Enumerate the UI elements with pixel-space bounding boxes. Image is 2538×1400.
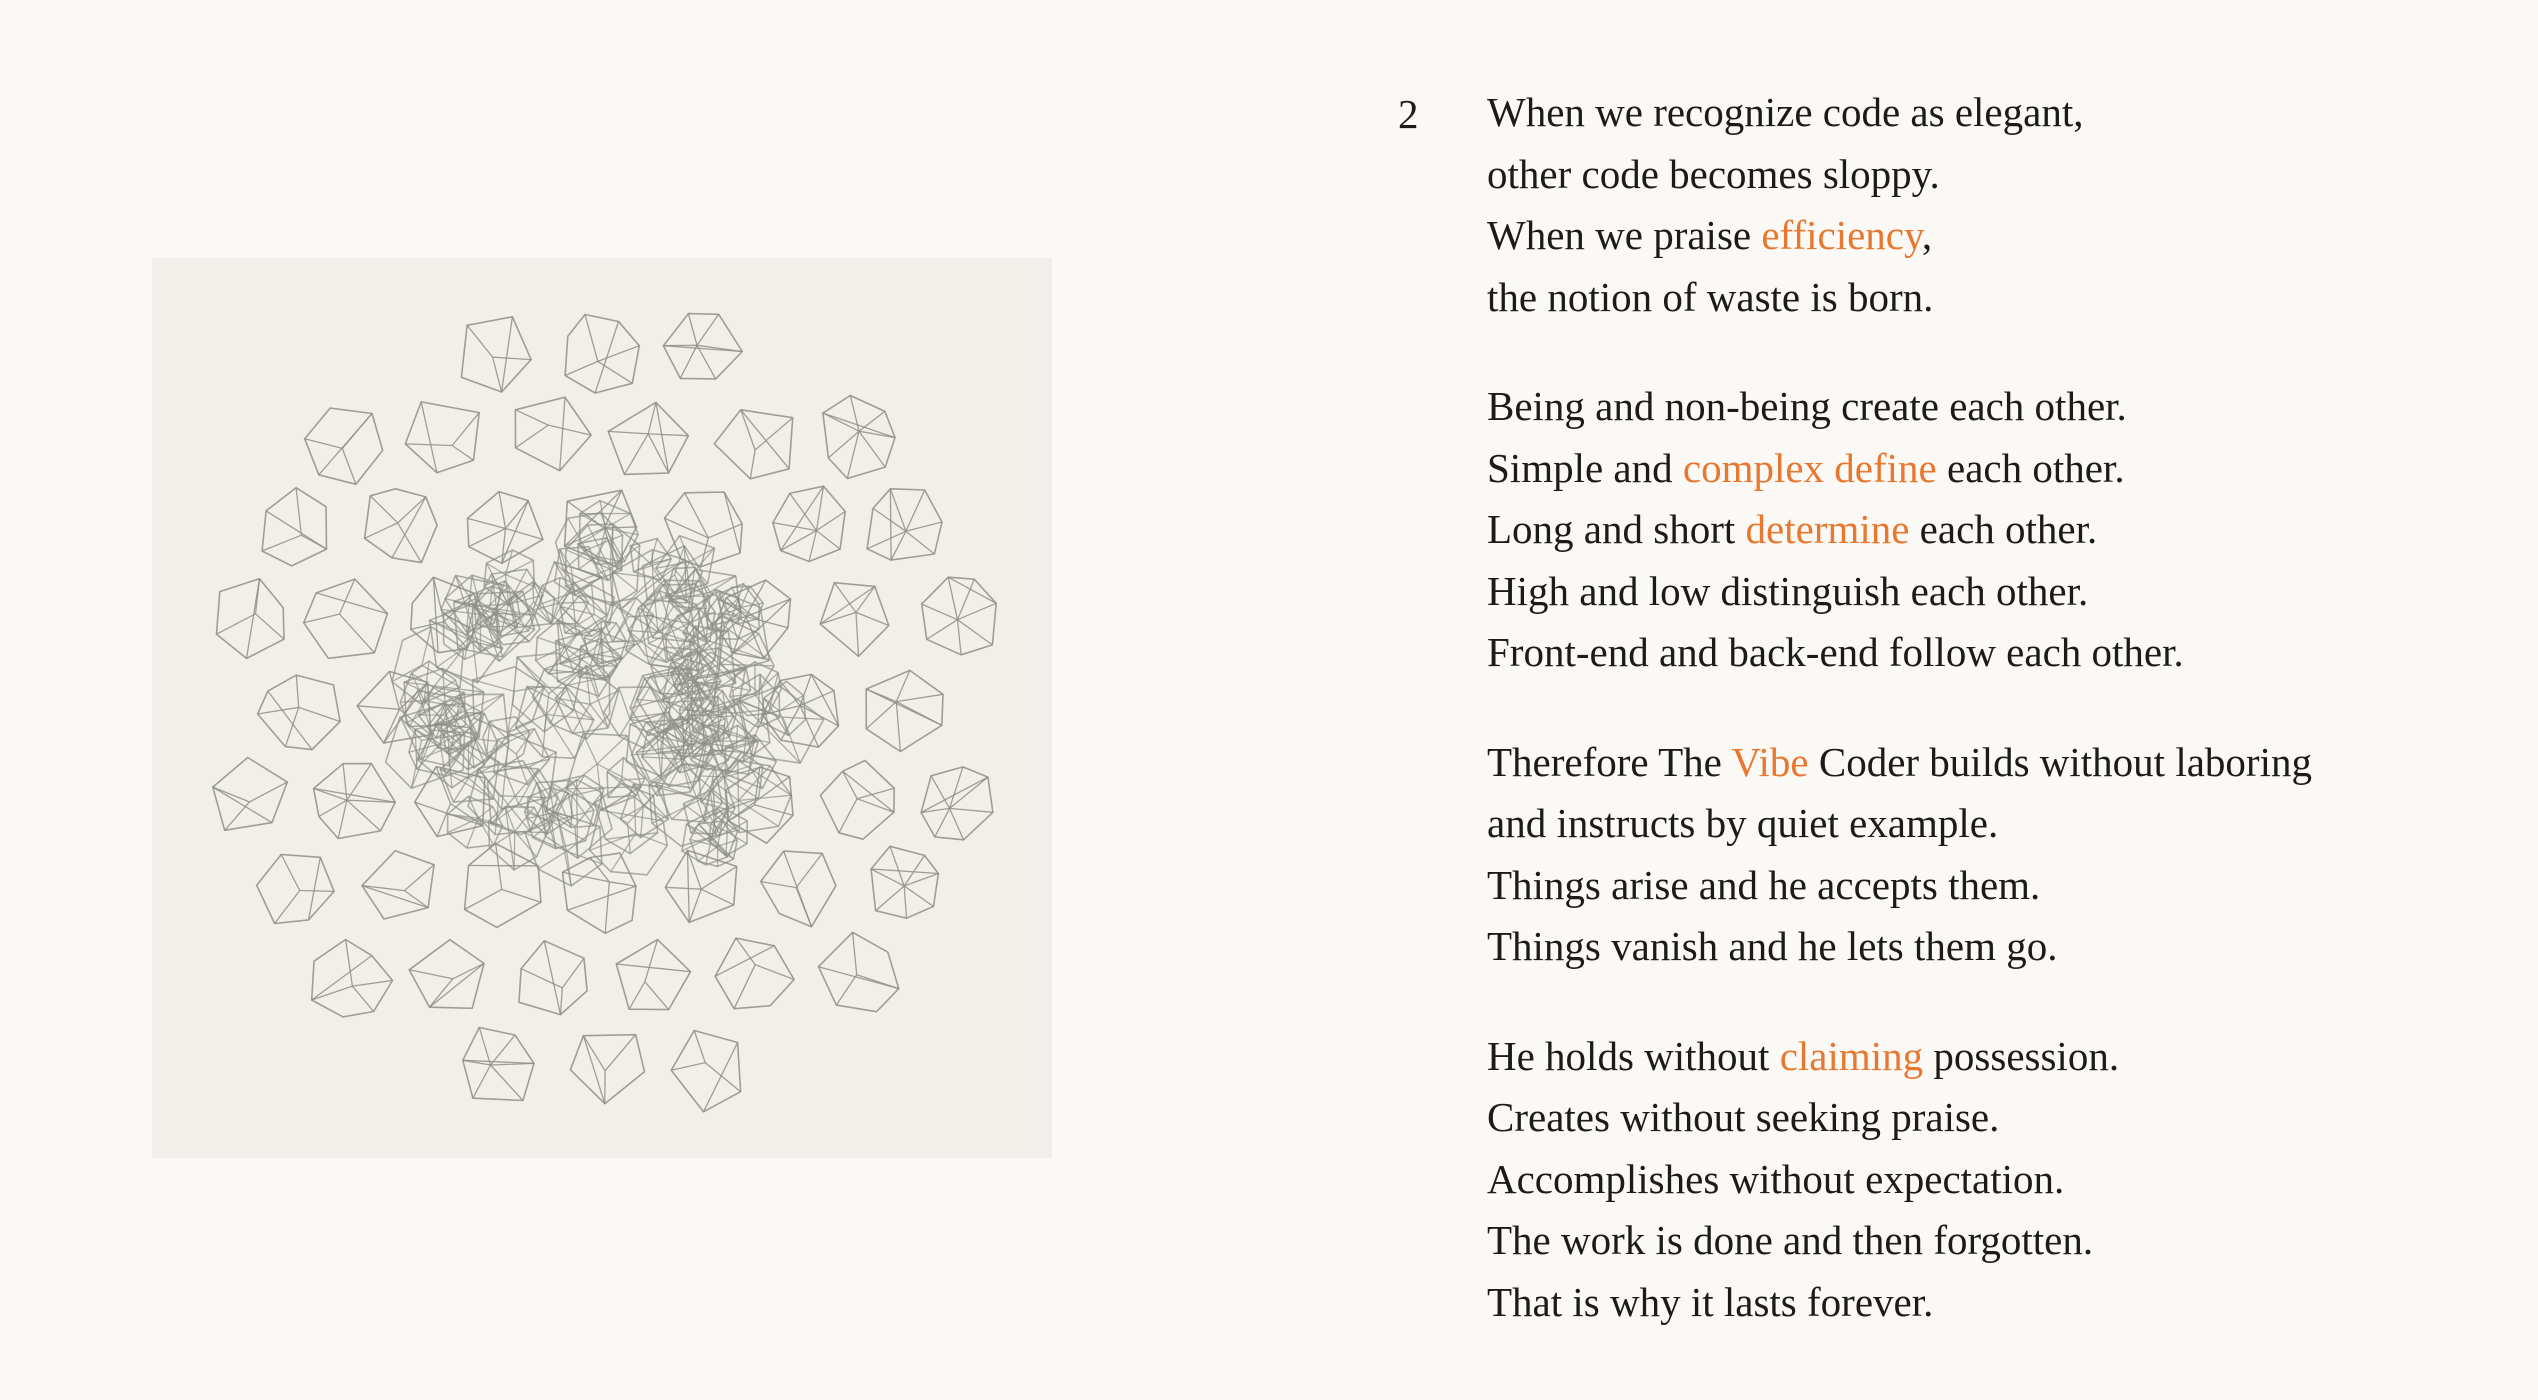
stanza xyxy=(1487,732,2507,978)
line-text: High and low distinguish each other. xyxy=(1487,567,2089,614)
polyhedron-shape xyxy=(665,492,743,567)
polyhedron-shape xyxy=(415,767,485,837)
line-text: , xyxy=(1921,212,1933,258)
polyhedron-shape xyxy=(468,492,543,564)
polyhedron-shape xyxy=(871,846,938,918)
polyhedron-shape xyxy=(921,767,993,840)
polyhedron-shape xyxy=(257,855,334,924)
poem-text xyxy=(1487,82,2507,1333)
line-text: When we recognize code as elegant, xyxy=(1487,89,2084,135)
poem-line xyxy=(1487,499,2507,561)
line-text: Things arise and he accepts them. xyxy=(1487,861,2041,908)
line-text: Long and short xyxy=(1487,506,1746,552)
line-text: When we praise xyxy=(1487,212,1762,258)
polyhedron-shape xyxy=(663,314,742,379)
line-text: each other. xyxy=(1936,444,2125,491)
highlighted-word: claiming xyxy=(1779,1032,1924,1079)
polyhedron-shape xyxy=(565,315,639,394)
poem-line xyxy=(1487,1087,2507,1149)
line-text: each other. xyxy=(1909,506,2098,552)
polyhedron-shape xyxy=(494,729,550,785)
line-text: Things vanish and he lets them go. xyxy=(1487,923,2058,969)
poem-line xyxy=(1487,1149,2507,1211)
polyhedron-shape xyxy=(314,764,396,839)
polyhedron-shape xyxy=(258,675,341,750)
polyhedron-shape xyxy=(821,761,895,840)
poem-line xyxy=(1487,855,2507,917)
polyhedron-shape xyxy=(365,489,438,563)
polyhedron-shape xyxy=(461,317,531,392)
polyhedron-shape xyxy=(305,408,383,484)
line-text: Creates without seeking praise. xyxy=(1487,1094,2000,1140)
polyhedron-shape xyxy=(671,1031,740,1112)
line-text: Coder builds without laboring xyxy=(1808,738,2312,785)
polyhedron-shape xyxy=(217,579,285,659)
polyhedron-cluster-illustration xyxy=(152,258,1052,1158)
polyhedron-shape xyxy=(213,758,287,831)
poem-line xyxy=(1487,561,2507,623)
polyhedron-shape xyxy=(262,488,326,566)
polyhedron-shape xyxy=(465,843,541,927)
line-text: Accomplishes without expectation. xyxy=(1487,1155,2065,1202)
polyhedron-shape xyxy=(616,940,690,1010)
artwork-panel xyxy=(152,258,1052,1158)
line-text: possession. xyxy=(1923,1032,2120,1079)
polyhedron-shape xyxy=(773,486,845,561)
polyhedron-shape xyxy=(922,577,997,655)
poem-line xyxy=(1487,1026,2507,1088)
polyhedron-shape xyxy=(515,397,591,471)
polyhedron-shape xyxy=(570,1035,644,1104)
poem-line xyxy=(1487,376,2507,438)
line-text: Simple and xyxy=(1487,444,1683,491)
polyhedron-shape xyxy=(463,1028,534,1101)
highlighted-word: Vibe xyxy=(1731,738,1809,785)
poem-line xyxy=(1487,1272,2507,1334)
poem-line xyxy=(1487,1210,2507,1272)
polyhedron-shape xyxy=(304,579,388,658)
poem-line xyxy=(1487,205,2507,267)
polyhedron-shape xyxy=(866,670,943,751)
polyhedron-shape xyxy=(312,940,393,1017)
poem-line xyxy=(1487,144,2507,206)
highlighted-word: complex define xyxy=(1682,444,1937,491)
polyhedron-shape xyxy=(867,489,942,560)
polyhedron-shape xyxy=(516,687,594,759)
polyhedron-shape xyxy=(519,941,587,1015)
poem-line xyxy=(1487,916,2507,978)
polyhedron-shape xyxy=(714,410,792,479)
line-text: That is why it lasts forever. xyxy=(1487,1278,1934,1325)
chapter-number: 2 xyxy=(1398,91,1419,137)
highlighted-word: efficiency xyxy=(1761,212,1922,258)
poem-line xyxy=(1487,267,2507,329)
polyhedron-shape xyxy=(362,851,434,919)
polyhedron-shape xyxy=(819,932,899,1011)
poem-line xyxy=(1487,732,2507,794)
poem-line xyxy=(1487,82,2507,144)
polyhedron-shape xyxy=(761,851,836,927)
poem-line xyxy=(1487,438,2507,500)
line-text: and instructs by quiet example. xyxy=(1487,800,1999,846)
line-text: Therefore The xyxy=(1487,738,1732,785)
polyhedron-shape xyxy=(715,938,794,1009)
polyhedron-shape xyxy=(823,396,895,479)
line-text: other code becomes sloppy. xyxy=(1487,150,1940,197)
highlighted-word: determine xyxy=(1745,506,1910,552)
polyhedron-shape xyxy=(820,583,889,657)
line-text: He holds without xyxy=(1487,1032,1780,1079)
stanza xyxy=(1487,376,2507,684)
line-text: Front-end and back-end follow each other. xyxy=(1487,629,2184,675)
stanza xyxy=(1487,82,2507,328)
poem-line xyxy=(1487,793,2507,855)
polyhedron-shape xyxy=(405,402,479,473)
poem-line xyxy=(1487,622,2507,684)
polyhedron-shape xyxy=(608,402,688,474)
polyhedron-shape xyxy=(409,940,484,1009)
stanza xyxy=(1487,1026,2507,1334)
line-text: the notion of waste is born. xyxy=(1487,273,1934,320)
line-text: Being and non-being create each other. xyxy=(1487,383,2127,429)
line-text: The work is done and then forgotten. xyxy=(1487,1217,2094,1263)
